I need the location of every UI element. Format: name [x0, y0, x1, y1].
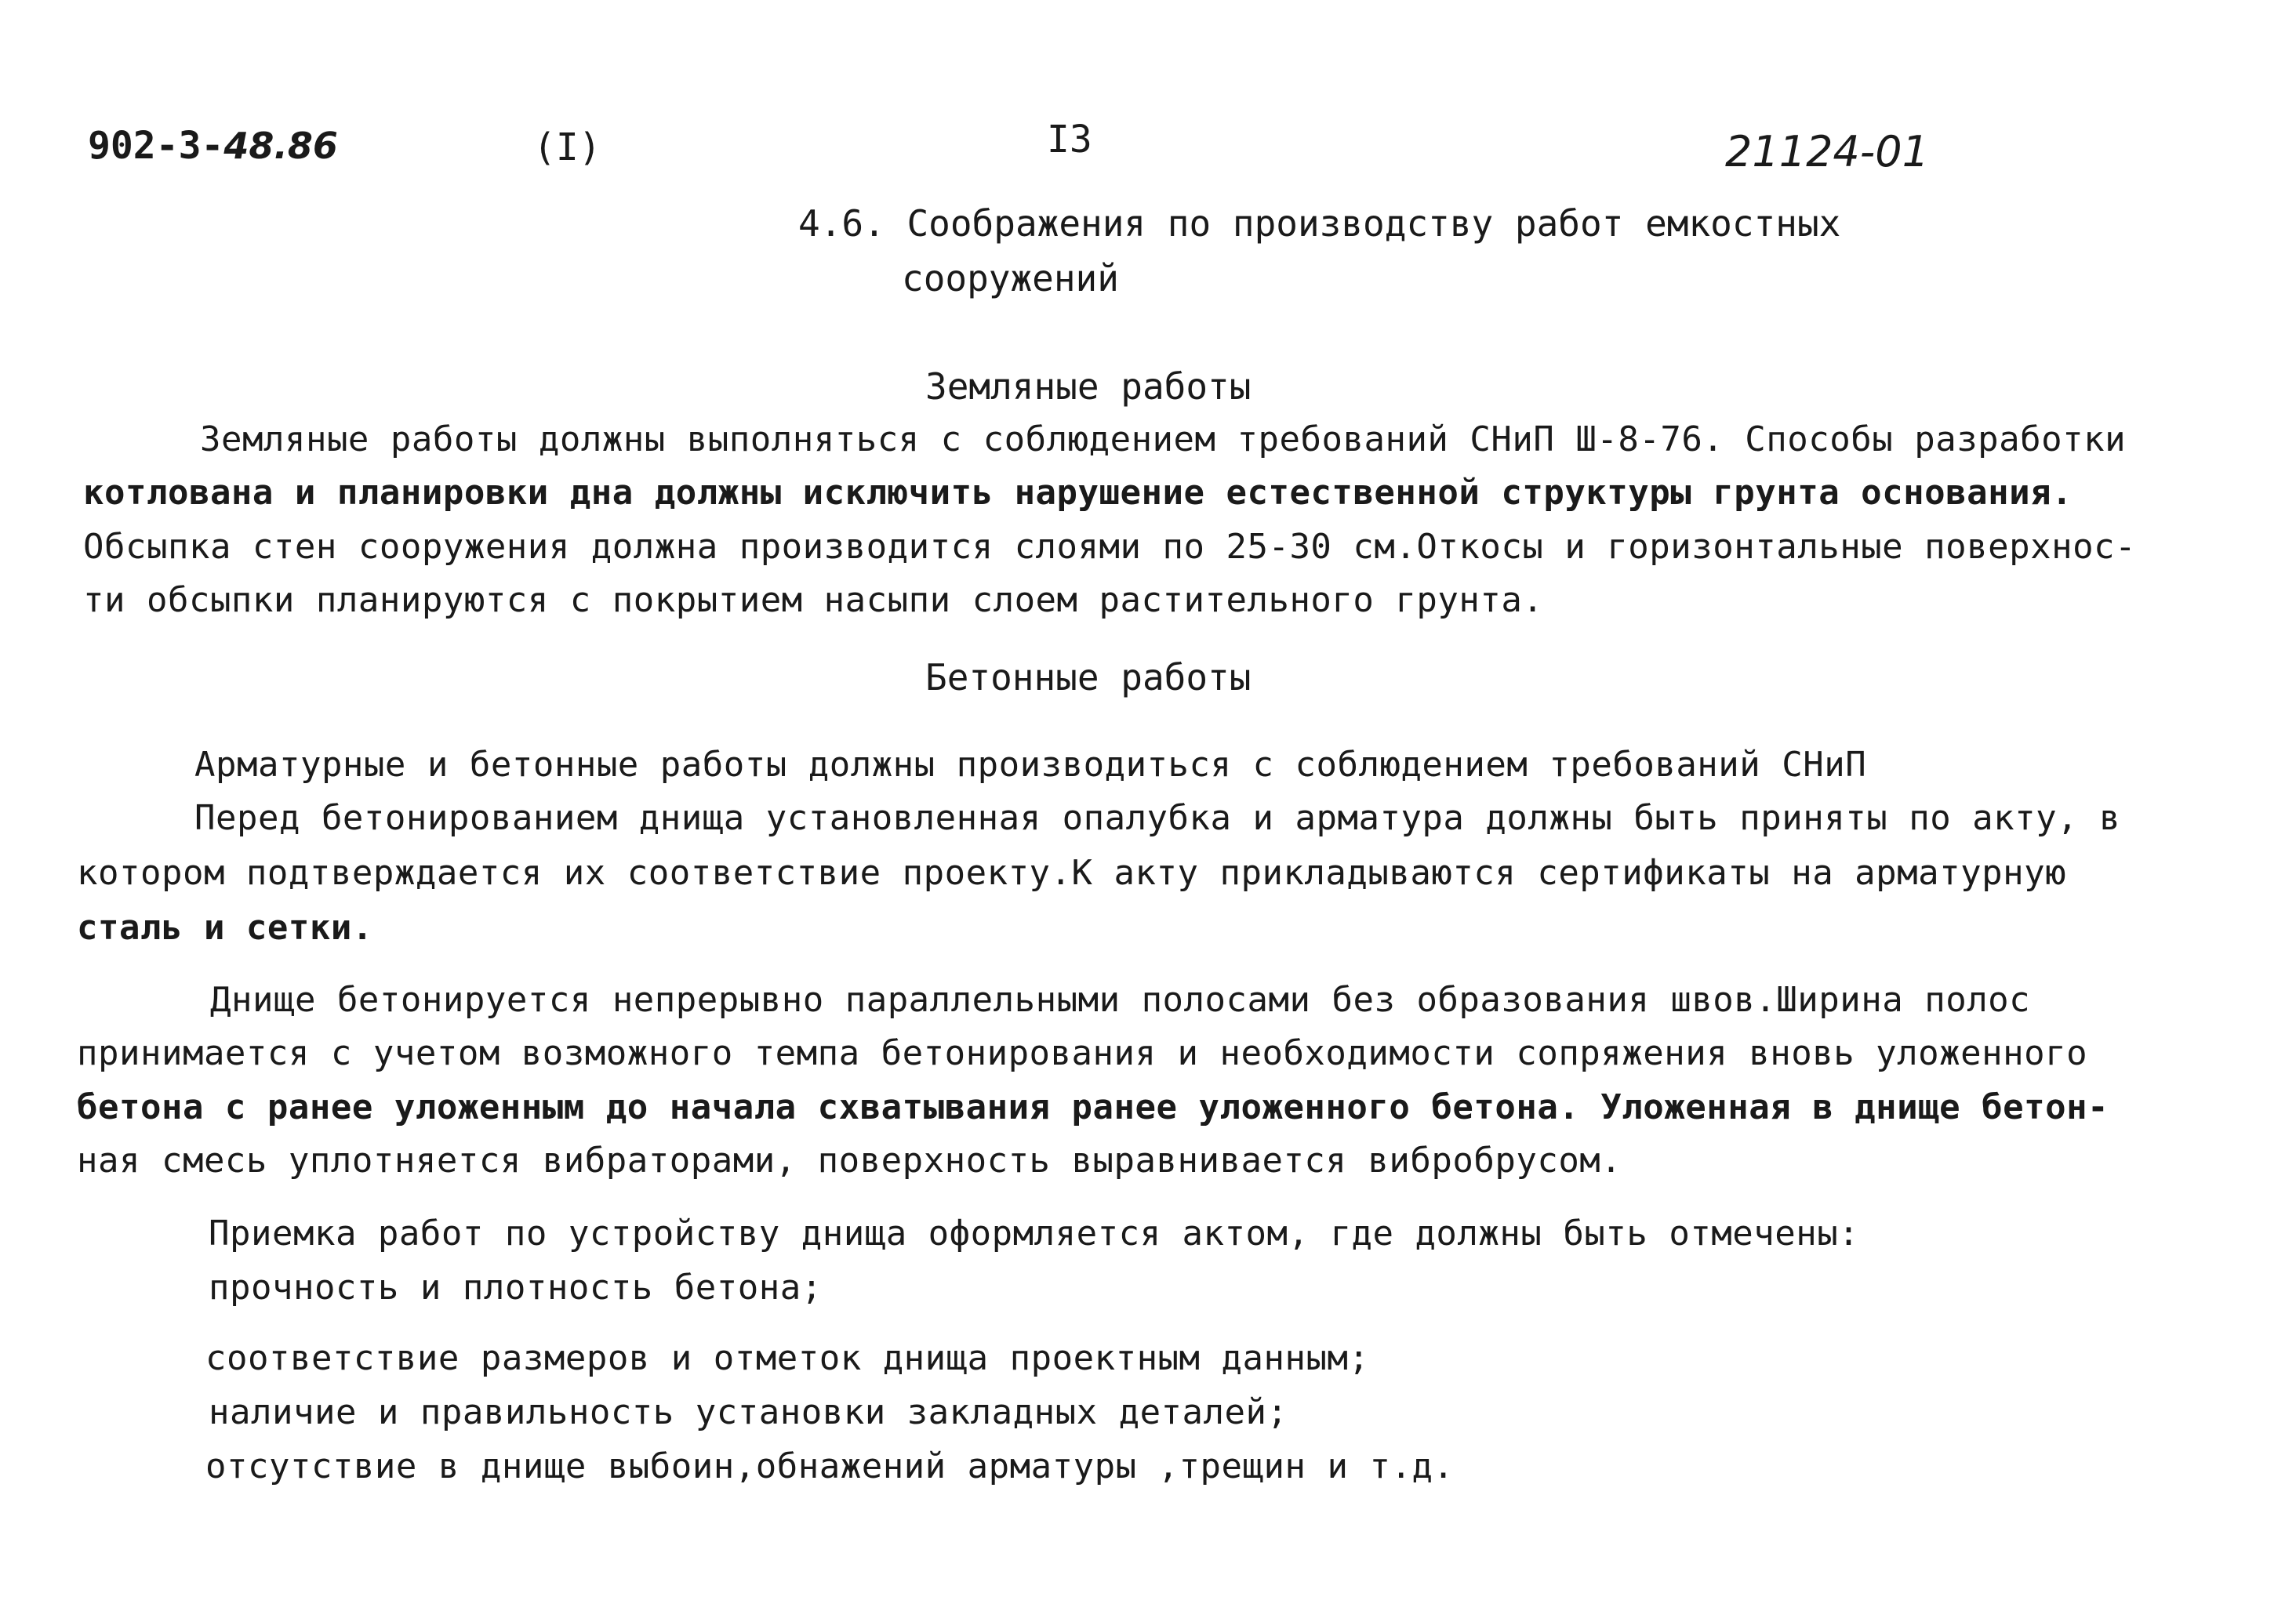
earthworks-line-2: котлована и планировки дна должны исключить нарушение естественной структуры грунта основания. — [83, 473, 2073, 513]
volume-label: (I) — [533, 125, 601, 169]
earthworks-line-1: Земляные работы должны выполняться с соблюдением требований СНиП Ш-8-76. Способы разработки — [200, 419, 2127, 459]
concrete-p3-line-2: принимается с учетом возможного темпа бетонирования и необходимости сопряжения вновь уложенного — [77, 1033, 2088, 1073]
earthworks-heading: Земляные работы — [925, 365, 1252, 408]
page-number: I3 — [1047, 118, 1092, 161]
concrete-p3-line-1: Днище бетонируется непрерывно параллельными полосами без образования швов.Ширина полос — [210, 980, 2031, 1020]
earthworks-line-3: Обсыпка стен сооружения должна производится слоями по 25-30 см.Откосы и горизонтальные поверхнос- — [83, 527, 2137, 567]
doc-series-printed: 902-3- — [88, 124, 224, 168]
section-title-line2: сооружений — [902, 257, 1119, 299]
concrete-list-item-1: соответствие размеров и отметок днища проектным данным; — [205, 1338, 1370, 1378]
concrete-p3-line-4: ная смесь уплотняется вибраторами, поверхность выравнивается вибробрусом. — [77, 1141, 1622, 1181]
concrete-p3-line-3: бетона с ранее уложенным до начала схватывания ранее уложенного бетона. Уложенная в днище бетон- — [77, 1087, 2109, 1127]
doc-series — [88, 124, 338, 168]
concrete-paragraph-1: Арматурные и бетонные работы должны производиться с соблюдением требований СНиП — [194, 745, 1867, 785]
concrete-p4-line-1: Приемка работ по устройству днища оформляется актом, где должны быть отмечены: — [209, 1214, 1860, 1254]
earthworks-line-4: ти обсыпки планируются с покрытием насыпи слоем растительного грунта. — [83, 580, 1544, 620]
concrete-p2-line-1: Перед бетонированием днища установленная опалубка и арматура должны быть приняты по акту, в — [194, 798, 2121, 838]
doc-number-handwritten: 48.86 — [223, 125, 338, 167]
concrete-list-item-3: отсутствие в днище выбоин,обнажений арматуры ,трещин и т.д. — [205, 1446, 1455, 1486]
concrete-list-item-2: наличие и правильность установки закладных деталей; — [209, 1392, 1288, 1432]
concrete-p2-line-2: котором подтверждается их соответствие проекту.К акту прикладываются сертификаты на арматурную — [77, 853, 2067, 893]
concrete-p2-line-3: сталь и сетки. — [77, 908, 373, 948]
concrete-heading: Бетонные работы — [925, 656, 1252, 698]
section-title-line1: 4.6. Соображения по производству работ емкостных — [798, 202, 1841, 245]
archive-code: 21124-01 — [1725, 127, 1929, 176]
concrete-p4-line-2: прочность и плотность бетона; — [209, 1268, 823, 1308]
